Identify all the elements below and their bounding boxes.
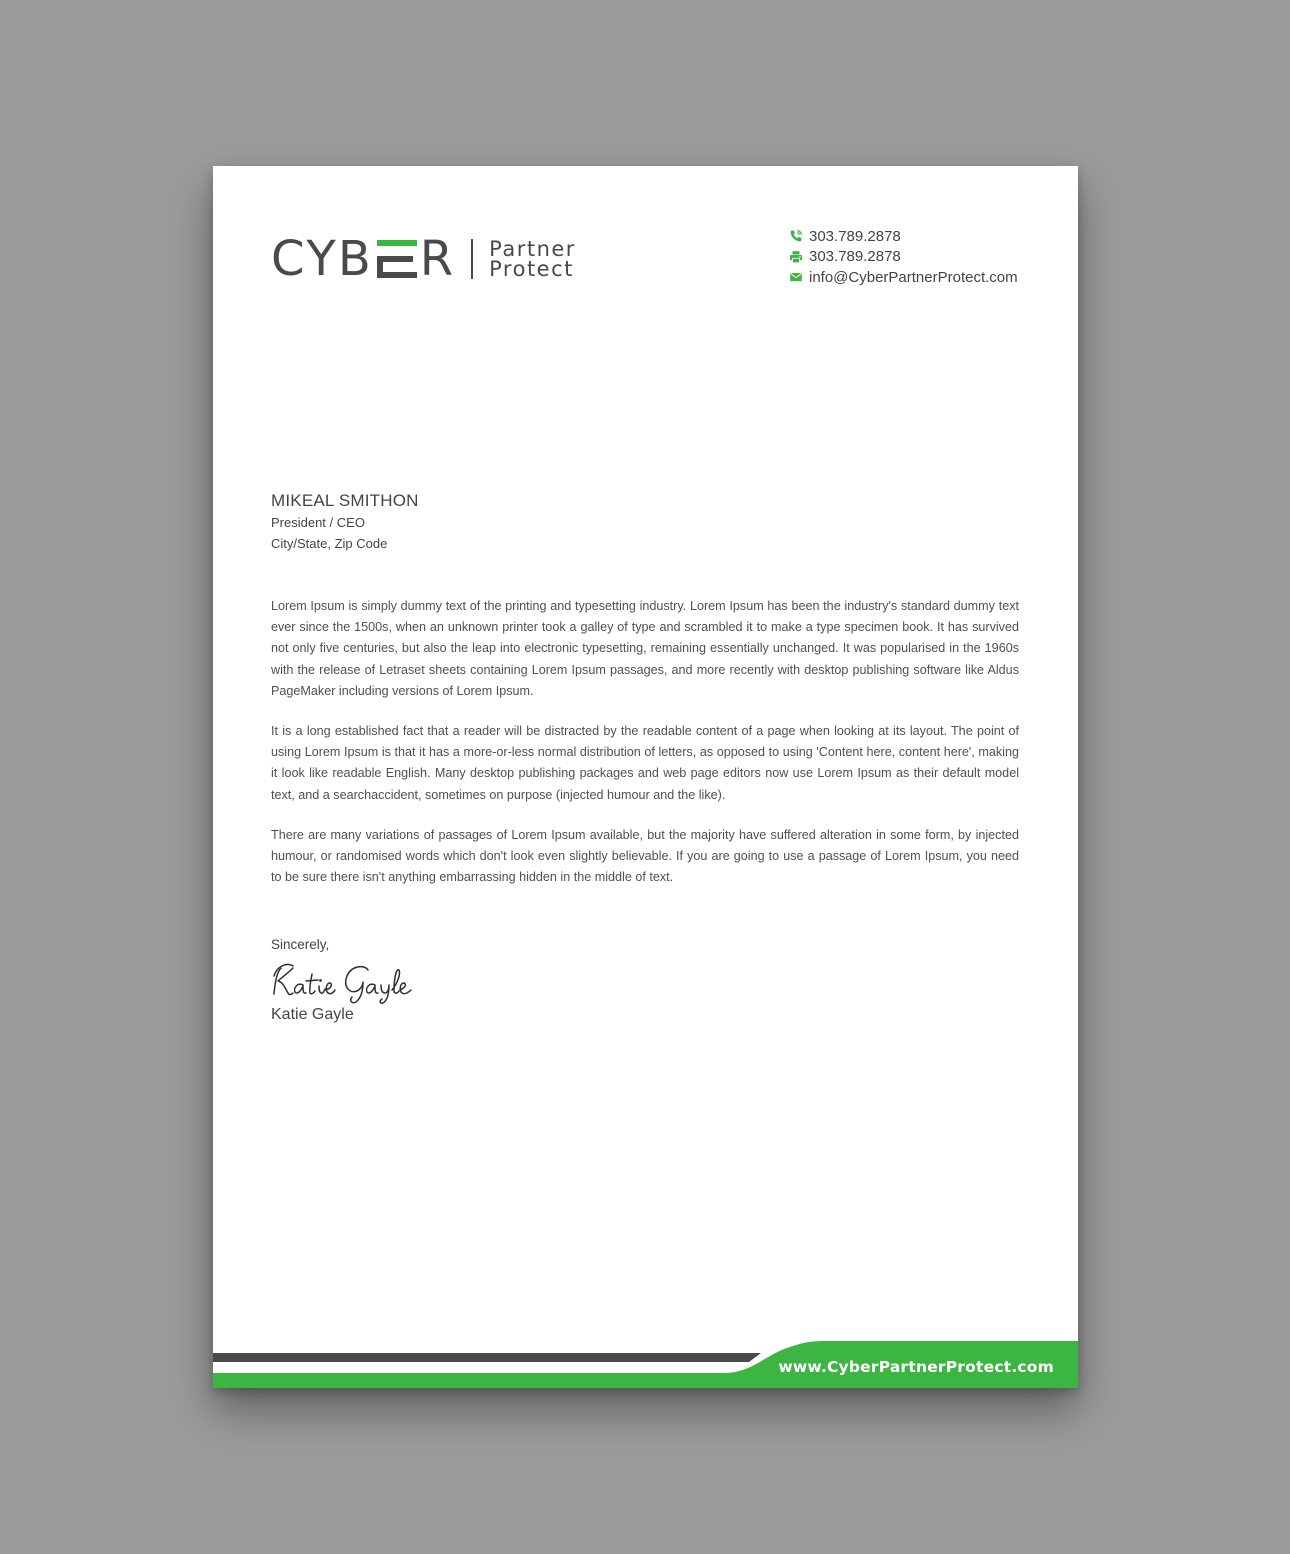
envelope-icon: [789, 270, 803, 284]
footer-website-link[interactable]: www.CyberPartnerProtect.com: [778, 1358, 1054, 1376]
letterhead-page: [213, 166, 1078, 1388]
body-paragraph-2: It is a long established fact that a reader will be distracted by the readable content of a page when looking at its layout. The point of using Lorem Ipsum is that it has a more-or-less normal distribution of letters, as opposed to using 'Content here, content here', making it look like readable English. Many desktop publishing packages and web page editors now use Lorem Ipsum as their default model text, and a searchaccident, sometimes on purpose (injected humour and the like).: [271, 724, 1019, 802]
logo-letter-c: C: [271, 231, 307, 287]
contact-fax[interactable]: 303.789.2878: [809, 248, 901, 266]
closing-salutation: Sincerely,: [271, 937, 330, 952]
logo-subtitle-line2: Protect: [489, 257, 574, 281]
logo-letter-r: R: [419, 231, 456, 287]
recipient-name: MIKEAL SMITHON: [271, 491, 419, 510]
logo-letters-yb: YB: [306, 231, 373, 287]
body-paragraph-3: There are many variations of passages of Lorem Ipsum available, but the majority have suffered alteration in some form, by injected humour, or randomised words which don't look even slightly believable. If you are going to use a passage of Lorem Ipsum, you need to be sure there isn't anything embarrassing hidden in the middle of text.: [271, 827, 1019, 885]
logo-subtitle: [489, 239, 576, 279]
logo-divider: [471, 239, 473, 279]
signer-name: Katie Gayle: [271, 1006, 354, 1023]
logo-wordmark: [271, 231, 456, 287]
recipient-address: City/State, Zip Code: [271, 536, 388, 551]
contact-info: [789, 226, 1018, 288]
body-paragraph-1: Lorem Ipsum is simply dummy text of the printing and typesetting industry. Lorem Ipsum has been the industry's standard dummy text ever since the 1500s, when an unknown printer took a galley of type and scrambled it to make a type specimen book. It has survived not only five centuries, but also the leap into electronic typesetting, remaining essentially unchanged. It was popularised in the 1960s with the release of Letraset sheets containing Lorem Ipsum passages, and more recently with desktop publishing software like Aldus PageMaker including versions of Lorem Ipsum.: [271, 599, 1019, 698]
contact-email[interactable]: info@CyberPartnerProtect.com: [809, 268, 1018, 286]
handwritten-signature: [271, 960, 441, 1004]
closing-block: [271, 934, 441, 1026]
phone-icon: [789, 229, 803, 243]
logo-letter-e-icon: [377, 240, 417, 278]
recipient-title: President / CEO: [271, 515, 365, 530]
printer-icon: [789, 250, 803, 264]
company-logo: [271, 231, 576, 287]
footer-band: [213, 1340, 1078, 1388]
recipient-block: [271, 490, 419, 554]
contact-fax-row: [789, 247, 1018, 268]
letter-body: [271, 596, 1019, 907]
contact-phone-row: [789, 226, 1018, 247]
contact-phone[interactable]: 303.789.2878: [809, 227, 901, 245]
contact-email-row: [789, 267, 1018, 288]
logo-subtitle-line1: Partner: [489, 237, 576, 261]
